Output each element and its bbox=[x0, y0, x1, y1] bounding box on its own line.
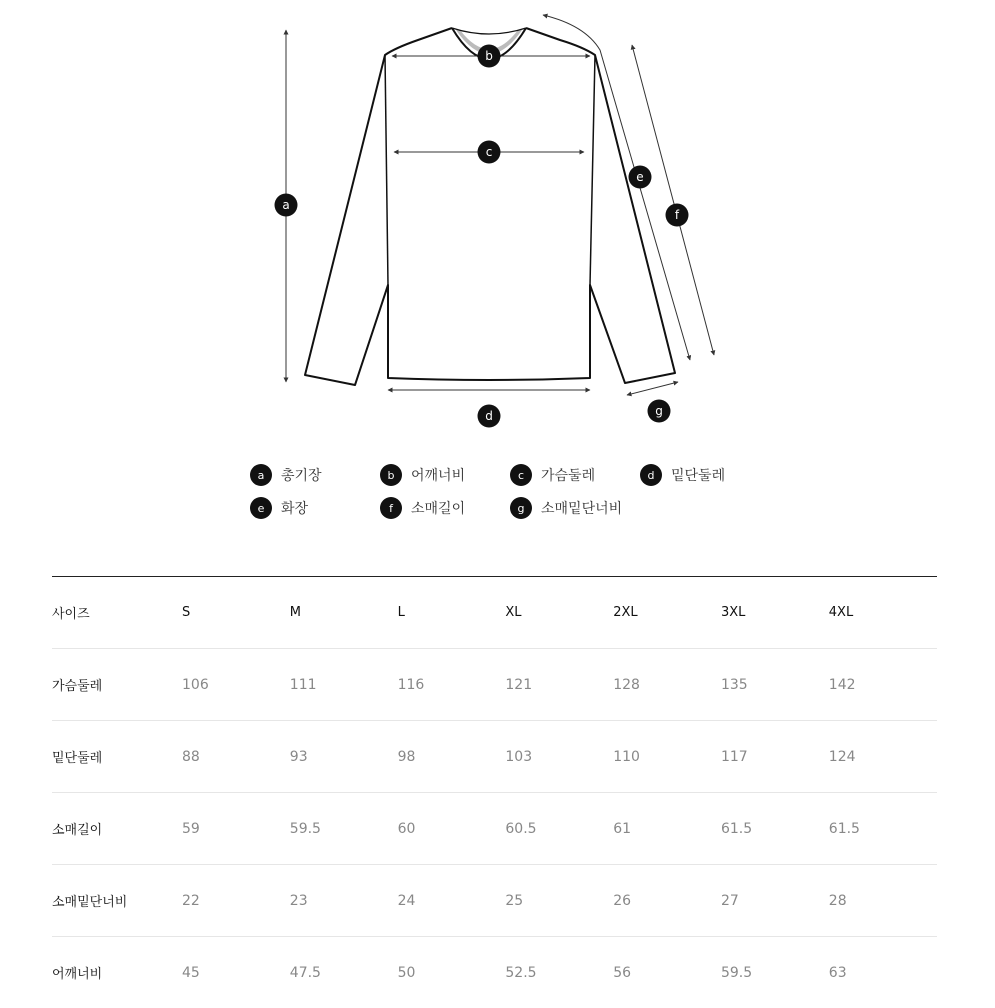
size-header: XL bbox=[505, 577, 613, 649]
garment-diagram bbox=[0, 0, 995, 450]
size-header: S bbox=[182, 577, 290, 649]
size-header: L bbox=[398, 577, 506, 649]
marker-d-label: d bbox=[485, 409, 493, 423]
marker-e-label: e bbox=[636, 170, 643, 184]
measure-line-e bbox=[543, 15, 690, 360]
legend-label: 가슴둘레 bbox=[541, 465, 595, 485]
table-cell: 106 bbox=[182, 649, 290, 721]
table-cell: 50 bbox=[398, 937, 506, 1008]
marker-d bbox=[478, 405, 501, 428]
row-label: 가슴둘레 bbox=[52, 649, 182, 721]
legend-item-g bbox=[510, 497, 640, 519]
legend-row bbox=[250, 460, 770, 490]
table-cell: 110 bbox=[613, 721, 721, 793]
measure-line-f bbox=[632, 45, 714, 355]
measure-line-g bbox=[627, 382, 678, 395]
table-cell: 60.5 bbox=[505, 793, 613, 865]
table-cell: 28 bbox=[829, 865, 937, 937]
legend-label: 밑단둘레 bbox=[671, 465, 725, 485]
table-cell: 61.5 bbox=[721, 793, 829, 865]
marker-g bbox=[648, 400, 671, 423]
table-cell: 56 bbox=[613, 937, 721, 1008]
table-cell: 61.5 bbox=[829, 793, 937, 865]
table-cell: 59.5 bbox=[290, 793, 398, 865]
table-cell: 103 bbox=[505, 721, 613, 793]
marker-f bbox=[666, 204, 689, 227]
table-cell: 47.5 bbox=[290, 937, 398, 1008]
garment-outline bbox=[305, 28, 675, 385]
table-cell: 22 bbox=[182, 865, 290, 937]
legend-badge: a bbox=[250, 464, 272, 486]
header-size-label: 사이즈 bbox=[52, 577, 182, 649]
neckline-back bbox=[452, 28, 526, 34]
marker-f-label: f bbox=[675, 208, 680, 222]
table-cell: 98 bbox=[398, 721, 506, 793]
table-row bbox=[52, 721, 937, 793]
legend-badge: e bbox=[250, 497, 272, 519]
table-cell: 59 bbox=[182, 793, 290, 865]
row-label: 어깨너비 bbox=[52, 937, 182, 1008]
table-row bbox=[52, 865, 937, 937]
row-label: 소매길이 bbox=[52, 793, 182, 865]
legend-badge: f bbox=[380, 497, 402, 519]
table-cell: 23 bbox=[290, 865, 398, 937]
legend-label: 소매길이 bbox=[411, 498, 465, 518]
marker-b bbox=[478, 45, 501, 68]
size-header: M bbox=[290, 577, 398, 649]
table-row bbox=[52, 649, 937, 721]
table-cell: 61 bbox=[613, 793, 721, 865]
legend-label: 소매밑단너비 bbox=[541, 498, 622, 518]
legend-badge: c bbox=[510, 464, 532, 486]
marker-b-label: b bbox=[485, 49, 493, 63]
table-cell: 60 bbox=[398, 793, 506, 865]
size-header: 4XL bbox=[829, 577, 937, 649]
table-header-row bbox=[52, 577, 937, 649]
size-header: 3XL bbox=[721, 577, 829, 649]
table-cell: 26 bbox=[613, 865, 721, 937]
table-cell: 121 bbox=[505, 649, 613, 721]
armhole-left bbox=[385, 55, 388, 285]
table-cell: 116 bbox=[398, 649, 506, 721]
table-cell: 24 bbox=[398, 865, 506, 937]
table-cell: 117 bbox=[721, 721, 829, 793]
table-cell: 135 bbox=[721, 649, 829, 721]
marker-e bbox=[629, 166, 652, 189]
table-cell: 142 bbox=[829, 649, 937, 721]
marker-a bbox=[275, 194, 298, 217]
size-table bbox=[52, 576, 937, 1008]
table-cell: 25 bbox=[505, 865, 613, 937]
legend-item-e bbox=[250, 497, 380, 519]
legend-item-c bbox=[510, 464, 640, 486]
table-cell: 88 bbox=[182, 721, 290, 793]
table-cell: 111 bbox=[290, 649, 398, 721]
legend-badge: b bbox=[380, 464, 402, 486]
table-cell: 128 bbox=[613, 649, 721, 721]
table-cell: 63 bbox=[829, 937, 937, 1008]
row-label: 소매밑단너비 bbox=[52, 865, 182, 937]
table-row bbox=[52, 937, 937, 1008]
legend-label: 어깨너비 bbox=[411, 465, 465, 485]
legend-label: 총기장 bbox=[281, 465, 322, 485]
size-header: 2XL bbox=[613, 577, 721, 649]
legend-item-d bbox=[640, 464, 770, 486]
legend-row bbox=[250, 493, 770, 523]
armhole-right bbox=[590, 55, 595, 285]
marker-c-label: c bbox=[486, 145, 493, 159]
marker-a-label: a bbox=[282, 198, 289, 212]
marker-g-label: g bbox=[655, 404, 663, 418]
measurement-legend bbox=[250, 460, 770, 526]
table-cell: 124 bbox=[829, 721, 937, 793]
table-cell: 93 bbox=[290, 721, 398, 793]
table-cell: 59.5 bbox=[721, 937, 829, 1008]
legend-badge: d bbox=[640, 464, 662, 486]
table-cell: 52.5 bbox=[505, 937, 613, 1008]
legend-item-b bbox=[380, 464, 510, 486]
marker-c bbox=[478, 141, 501, 164]
legend-item-f bbox=[380, 497, 510, 519]
legend-label: 화장 bbox=[281, 498, 308, 518]
table-cell: 27 bbox=[721, 865, 829, 937]
table-cell: 45 bbox=[182, 937, 290, 1008]
row-label: 밑단둘레 bbox=[52, 721, 182, 793]
legend-item-a bbox=[250, 464, 380, 486]
legend-badge: g bbox=[510, 497, 532, 519]
table-row bbox=[52, 793, 937, 865]
